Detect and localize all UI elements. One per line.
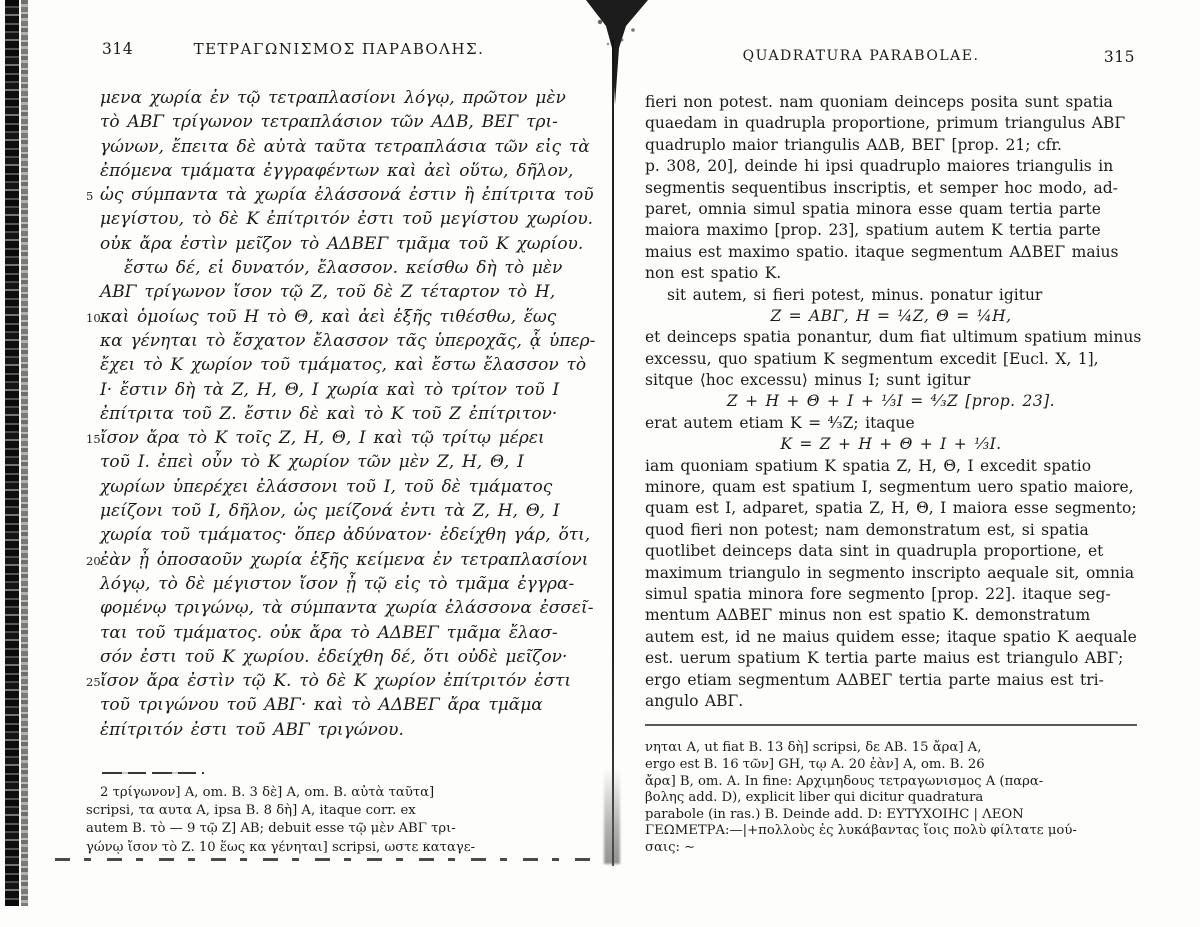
latin-text-line bbox=[645, 156, 1137, 177]
apparatus-left bbox=[86, 784, 592, 857]
greek-text-line bbox=[86, 207, 592, 231]
greek-text-line bbox=[86, 159, 592, 183]
latin-text-line bbox=[645, 113, 1137, 134]
greek-text-line bbox=[86, 718, 592, 742]
binding-edge-stripe bbox=[5, 0, 19, 906]
greek-text-line bbox=[86, 572, 592, 596]
text-content: ΑΒΓ τρίγωνον ἴσον τῷ Ζ, τοῦ δὲ Ζ τέταρτον τὸ Η, bbox=[100, 282, 556, 303]
text-content: angulo ΑΒΓ. bbox=[645, 691, 744, 710]
line-number: 15 bbox=[86, 432, 101, 447]
text-content: τοῦ Ι. ἐπεὶ οὖν τὸ Κ χωρίον τῶν μὲν Ζ, Η, Θ, Ι bbox=[100, 452, 524, 473]
text-content: 2 τρίγωνον] Α, om. B. 3 δὲ] Α, om. B. αὐτὰ ταῦτα] bbox=[100, 785, 435, 801]
latin-text-line bbox=[645, 349, 1137, 370]
greek-text-line bbox=[86, 523, 592, 547]
text-content: quod fieri non potest; nam demonstratum est, si spatia bbox=[645, 520, 1089, 539]
text-content: χωρία τοῦ τμάματος· ὅπερ ἀδύνατον· ἐδείχθη γάρ, ὅτι, bbox=[100, 525, 591, 546]
text-content: quotlibet deinceps data sint in quadrupla proportione, et bbox=[645, 542, 1104, 561]
latin-text-line bbox=[645, 541, 1137, 562]
greek-text-block bbox=[86, 86, 596, 742]
text-content: non est spatio K. bbox=[645, 264, 782, 283]
text-content: σόν ἐστι τοῦ Κ χωρίου. ἐδείχθη δέ, ὅτι οὐδὲ μεῖζον· bbox=[100, 646, 568, 667]
text-content: ἐπίτριτα τοῦ Ζ. ἔστιν δὲ καὶ τὸ Κ τοῦ Ζ ἐπίτριτον· bbox=[100, 403, 558, 424]
text-content: maiora maximo [prop. 23], spatium autem K tertia parte bbox=[645, 221, 1101, 240]
text-content: autem B. τὸ — 9 τῷ Ζ] ΑB; debuit esse τῷ μὲν ΑΒΓ τρι- bbox=[86, 821, 456, 837]
text-content: νηται Α, ut fiat B. 13 δὴ] scripsi, δε ΑB. 15 ἄρα] Α, bbox=[645, 740, 982, 756]
text-content: K = Z + H + Θ + I + ⅓I. bbox=[780, 435, 1002, 454]
text-content: p. 308, 20], deinde hi ipsi quadruplo maiores triangulis in bbox=[645, 157, 1114, 176]
line-number: 20 bbox=[86, 553, 101, 568]
apparatus-right bbox=[645, 740, 1137, 856]
latin-text-line bbox=[645, 135, 1137, 156]
greek-text-line bbox=[86, 499, 592, 523]
text-content: μεγίστου, τὸ δὲ Κ ἐπίτριτόν ἐστι τοῦ μεγίστου χωρίου. bbox=[100, 209, 594, 230]
greek-text-line bbox=[86, 450, 592, 474]
latin-text-line bbox=[645, 327, 1142, 348]
text-content: ἔστω δέ, εἰ δυνατόν, ἔλασσον. κείσθω δὴ τὸ μὲν bbox=[124, 258, 563, 279]
latin-text-line bbox=[645, 263, 1137, 284]
text-content: κα γένηται τὸ ἔσχατον ἔλασσον τᾶς ὑπεροχᾶς, ᾇ ὑπερ- bbox=[100, 330, 596, 351]
text-content: maximum triangulo in segmento inscripto aequale sit, omnia bbox=[645, 563, 1135, 582]
greek-text-line bbox=[86, 86, 592, 110]
apparatus-line bbox=[86, 784, 592, 802]
greek-text-line bbox=[86, 183, 592, 207]
text-content: ergo est B. 16 τῶν] GH, τῳ Α. 20 ἐὰν] Α, om. B. 26 bbox=[645, 756, 985, 772]
page-number-right: 315 bbox=[1103, 48, 1135, 66]
latin-text-line bbox=[645, 605, 1137, 626]
latin-text-line bbox=[645, 520, 1137, 541]
apparatus-line bbox=[645, 740, 1137, 757]
greek-text-line bbox=[86, 305, 592, 329]
footnote-rule-right bbox=[645, 724, 1137, 726]
greek-text-line bbox=[86, 645, 592, 669]
text-content: ἐὰν ᾖ ὁποσαοῦν χωρία ἑξῆς κείμενα ἐν τετραπλασίονι bbox=[100, 549, 589, 570]
latin-text-line bbox=[645, 627, 1137, 648]
latin-text-line bbox=[645, 92, 1137, 113]
text-content: iam quoniam spatium K spatia Z, H, Θ, I excedit spatio bbox=[645, 456, 1092, 475]
latin-text-line bbox=[645, 370, 1137, 391]
text-content: quaedam in quadrupla proportione, primum triangulus ΑΒΓ bbox=[645, 114, 1126, 133]
latin-text-line bbox=[645, 391, 1137, 412]
greek-text-line bbox=[86, 110, 592, 134]
text-content: erat autem etiam K = ⁴⁄₃Z; itaque bbox=[645, 413, 915, 432]
text-content: segmentis sequentibus inscriptis, et semper hoc modo, ad- bbox=[645, 178, 1118, 197]
latin-text-line bbox=[645, 563, 1137, 584]
text-content: ἴσον ἄρα τὸ Κ τοῖς Ζ, Η, Θ, Ι καὶ τῷ τρίτῳ μέρει bbox=[100, 428, 545, 449]
apparatus-line bbox=[86, 820, 592, 838]
latin-text-line bbox=[645, 285, 1137, 306]
line-number: 5 bbox=[86, 189, 94, 204]
text-content: Z + H + Θ + I + ⅓I = ⁴⁄₃Z [prop. 23]. bbox=[726, 392, 1056, 411]
apparatus-line bbox=[86, 839, 592, 857]
right-page bbox=[645, 48, 1142, 856]
greek-text-line bbox=[86, 353, 592, 377]
apparatus-line bbox=[645, 840, 1137, 857]
text-content: λόγῳ, τὸ δὲ μέγιστον ἴσον ᾖ τῷ εἰς τὸ τμᾶμα ἐγγρα- bbox=[100, 573, 575, 594]
page-gutter-crease bbox=[612, 40, 614, 866]
text-content: mentum ΑΔΒΕΓ minus non est spatio K. demonstratum bbox=[645, 606, 1091, 625]
text-content: Ι· ἔστιν δὴ τὰ Ζ, Η, Θ, Ι χωρία καὶ τὸ τρίτον τοῦ Ι bbox=[100, 379, 560, 400]
latin-text-line bbox=[645, 413, 1137, 434]
latin-text-line bbox=[645, 691, 1137, 712]
apparatus-line bbox=[86, 802, 592, 820]
latin-text-line bbox=[645, 498, 1137, 519]
greek-text-line bbox=[86, 475, 592, 499]
greek-text-line bbox=[86, 256, 592, 280]
text-content: paret, omnia simul spatia minora esse quam tertia parte bbox=[645, 199, 1101, 218]
apparatus-line bbox=[645, 823, 1137, 840]
text-content: est. uerum spatium K tertia parte maius est triangulo ΑΒΓ; bbox=[645, 649, 1124, 668]
latin-text-line bbox=[645, 648, 1137, 669]
binding-edge-stripe bbox=[21, 0, 28, 906]
text-content: parabole (in ras.) B. Deinde add. D: ΕΥΤΥΧΟΙΗC | ΛΕΟΝ bbox=[645, 806, 1024, 822]
text-content: μενα χωρία ἐν τῷ τετραπλασίονι λόγῳ, πρῶτον μὲν bbox=[100, 88, 566, 108]
greek-text-line bbox=[86, 621, 592, 645]
text-content: ergo etiam segmentum ΑΔΒΕΓ tertia parte maius est tri- bbox=[645, 670, 1104, 689]
text-content: scripsi, τα αυτα Α, ipsa B. 8 δὴ] Α, itaque corr. ex bbox=[86, 803, 416, 819]
text-content: simul spatia minora fore segmento [prop. 22]. itaque seg- bbox=[645, 584, 1111, 603]
text-content: μείζονι τοῦ Ι, δῆλον, ὡς μείζονά ἐντι τὰ Ζ, Η, Θ, Ι bbox=[100, 501, 560, 522]
latin-text-block bbox=[645, 92, 1142, 712]
latin-text-line bbox=[645, 670, 1137, 691]
text-content: βολης add. D), explicit liber qui dicitur quadratura bbox=[645, 790, 984, 806]
text-content: maius est maximo spatio. itaque segmentum ΑΔΒΕΓ maius bbox=[645, 242, 1119, 261]
text-content: ὡς σύμπαντα τὰ χωρία ἐλάσσονά ἐστιν ἢ ἐπίτριτα τοῦ bbox=[100, 185, 594, 206]
text-content: ἐπίτριτόν ἐστι τοῦ ΑΒΓ τριγώνου. bbox=[100, 719, 404, 740]
text-content: ἄρα] B, om. Α. In fine: Αρχιμηδους τετραγωνισμος Α (παρα- bbox=[645, 773, 1044, 789]
latin-text-line bbox=[645, 434, 1137, 455]
footnote-rule-left bbox=[102, 772, 204, 774]
text-content: excessu, quo spatium K segmentum excedit [Eucl. X, 1], bbox=[645, 349, 1099, 368]
line-number: 10 bbox=[86, 310, 101, 325]
greek-text-line bbox=[86, 232, 592, 256]
greek-text-line bbox=[86, 280, 592, 304]
apparatus-line bbox=[645, 757, 1137, 774]
gutter-smudge bbox=[604, 768, 620, 864]
text-content: fieri non potest. nam quoniam deinceps posita sunt spatia bbox=[645, 93, 1113, 111]
greek-text-line bbox=[86, 378, 592, 402]
apparatus-line bbox=[645, 790, 1137, 807]
running-head-right bbox=[645, 48, 1137, 72]
running-head-left bbox=[86, 40, 592, 64]
apparatus-line bbox=[645, 807, 1137, 824]
text-content: ἴσον ἄρα ἐστὶν τῷ Κ. τὸ δὲ Κ χωρίον ἐπίτριτόν ἐστι bbox=[100, 671, 572, 692]
latin-text-line bbox=[645, 477, 1137, 498]
greek-text-line bbox=[86, 329, 596, 353]
text-content: χωρίων ὑπερέχει ἐλάσσονι τοῦ Ι, τοῦ δὲ τμάματος bbox=[100, 476, 553, 497]
latin-text-line bbox=[645, 584, 1137, 605]
latin-text-line bbox=[645, 242, 1137, 263]
latin-text-line bbox=[645, 456, 1137, 477]
text-content: καὶ ὁμοίως τοῦ Η τὸ Θ, καὶ ἀεὶ ἑξῆς τιθέσθω, ἕως bbox=[100, 306, 557, 327]
latin-text-line bbox=[645, 199, 1137, 220]
text-content: σαις: ∼ bbox=[645, 839, 696, 855]
greek-text-line bbox=[86, 548, 592, 572]
text-content: quadruplo maior triangulis ΑΔΒ, ΒΕΓ [prop. 21; cfr. bbox=[645, 135, 1062, 154]
text-content: τοῦ τριγώνου τοῦ ΑΒΓ· καὶ τὸ ΑΔΒΕΓ ἄρα τμᾶμα bbox=[100, 695, 543, 716]
text-content: ΓΕΩΜΕΤΡΑ:—|+πολλοὺς ἐς λυκάβαντας ἴοις πολὺ φίλτατε μού- bbox=[645, 823, 1077, 839]
scan-artifact-dashes bbox=[55, 858, 595, 861]
text-content: et deinceps spatia ponantur, dum fiat ultimum spatium minus bbox=[645, 328, 1142, 347]
text-content: ται τοῦ τμάματος. οὐκ ἄρα τὸ ΑΔΒΕΓ τμᾶμα ἔλασ- bbox=[100, 622, 558, 643]
text-content: quam est I, adparet, spatia Z, H, Θ, I maiora esse segmento; bbox=[645, 499, 1137, 518]
greek-text-line bbox=[86, 402, 592, 426]
left-page bbox=[86, 40, 596, 857]
text-content: οὐκ ἄρα ἐστὶν μεῖζον τὸ ΑΔΒΕΓ τμᾶμα τοῦ Κ χωρίου. bbox=[100, 233, 584, 254]
latin-text-line bbox=[645, 220, 1137, 241]
running-title-right: QUADRATURA PARABOLAE. bbox=[742, 48, 980, 64]
text-content: ἐπόμενα τμάματα ἐγγραφέντων καὶ ἀεὶ οὕτω, δῆλον, bbox=[100, 160, 574, 181]
binding-edge bbox=[0, 0, 30, 906]
text-content: ἔχει τὸ Κ χωρίον τοῦ τμάματος, καὶ ἔστω ἔλασσον τὸ bbox=[100, 355, 587, 376]
text-content: τὸ ΑΒΓ τρίγωνον τετραπλάσιον τῶν ΑΔΒ, ΒΕΓ τρι- bbox=[100, 112, 558, 133]
latin-text-line bbox=[645, 178, 1137, 199]
apparatus-line bbox=[645, 774, 1137, 791]
text-content: autem est, id ne maius quidem esse; itaque spatio K aequale bbox=[645, 627, 1137, 646]
text-content: minore, quam est spatium I, segmentum uero spatio maiore, bbox=[645, 478, 1134, 497]
text-content: Z = ΑΒΓ, H = ¼Z, Θ = ¼H, bbox=[770, 306, 1012, 325]
greek-text-line bbox=[86, 669, 592, 693]
greek-text-line bbox=[86, 693, 592, 717]
text-content: sitque ⟨hoc excessu⟩ minus I; sunt igitur bbox=[645, 371, 971, 390]
page-number-left: 314 bbox=[102, 40, 134, 58]
greek-text-line bbox=[86, 596, 592, 620]
greek-text-line bbox=[86, 426, 592, 450]
running-title-left: ΤΕΤΡΑΓΩΝΙΣΜΟΣ ΠΑΡΑΒΟΛΗΣ. bbox=[193, 40, 485, 58]
line-number: 25 bbox=[86, 675, 101, 690]
latin-text-line bbox=[645, 306, 1137, 327]
text-content: γώνῳ ἴσον τὸ Ζ. 10 ἕως κα γένηται] scripsi, ωστε καταγε- bbox=[86, 839, 476, 855]
text-content: γώνων, ἔπειτα δὲ αὐτὰ ταῦτα τετραπλάσια τῶν εἰς τὰ bbox=[100, 136, 590, 157]
text-content: φομένῳ τριγώνῳ, τὰ σύμπαντα χωρία ἐλάσσονα ἐσσεῖ- bbox=[100, 598, 594, 619]
greek-text-line bbox=[86, 135, 592, 159]
text-content: sit autem, si fieri potest, minus. ponatur igitur bbox=[667, 285, 1043, 304]
